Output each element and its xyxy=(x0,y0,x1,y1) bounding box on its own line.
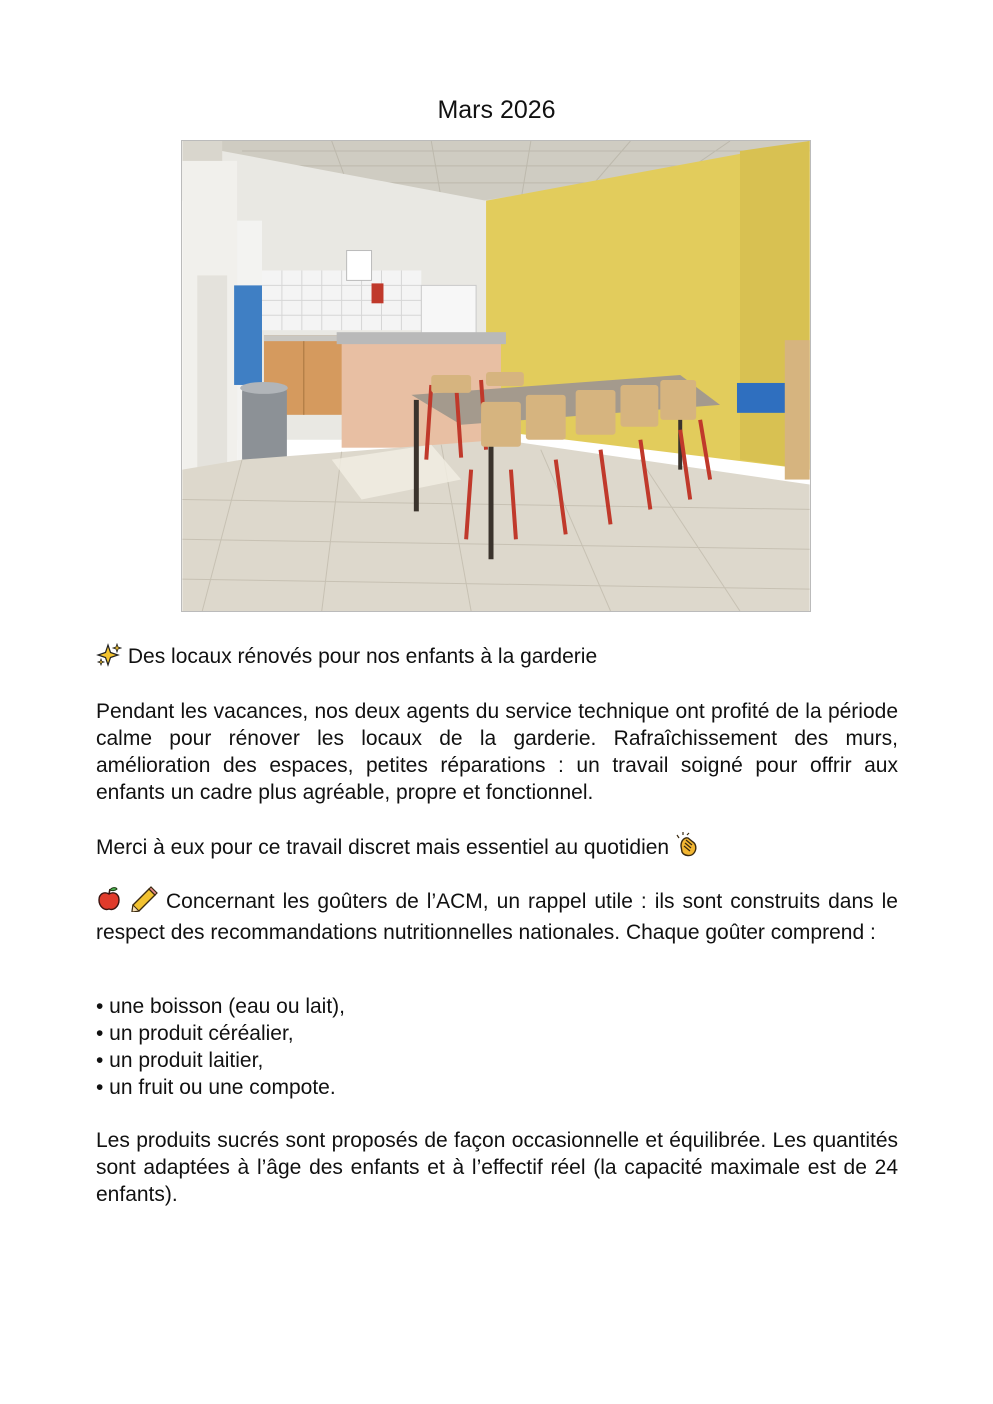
paragraph-sugar-quantities xyxy=(96,1127,898,1208)
paragraph-snacks-text: Concernant les goûters de l’ACM, un rappel utile : ils sont construits dans le respect des recommandations nutritionnelles nationales. Chaque goûter comprend : xyxy=(96,890,898,944)
snack-components-list xyxy=(96,993,898,1101)
paragraph-snacks xyxy=(96,886,898,946)
apple-icon xyxy=(96,886,122,919)
list-item: • une boisson (eau ou lait), xyxy=(96,995,346,1018)
pencil-icon xyxy=(130,886,158,919)
paragraph-renovation xyxy=(96,698,898,806)
clapping-hands-icon xyxy=(675,832,701,865)
section-heading xyxy=(96,643,898,674)
list-item: • un produit laitier, xyxy=(96,1049,264,1072)
list-item: • un fruit ou une compote. xyxy=(96,1076,336,1099)
photo-illustration xyxy=(182,141,810,611)
section-heading-text: Des locaux rénovés pour nos enfants à la garderie xyxy=(127,645,598,668)
daycare-room-photo xyxy=(181,140,811,612)
paragraph-sugar-quantities-text: Les produits sucrés sont proposés de façon occasionnelle et équilibrée. Les quantités sont adaptées à l’âge des enfants et à l’effectif réel (la capacité maximale est de 24 enfants). xyxy=(96,1129,898,1206)
paragraph-thanks xyxy=(96,832,898,865)
list-item: • un produit céréalier, xyxy=(96,1022,294,1045)
paragraph-thanks-text: Merci à eux pour ce travail discret mais essentiel au quotidien xyxy=(96,836,670,859)
paragraph-renovation-text: Pendant les vacances, nos deux agents du service technique ont profité de la période calme pour rénover les locaux de la garderie. Rafraîchissement des murs, amélioration des espaces, petites réparations : un travail soigné pour offrir aux enfants un cadre plus agréable, propre et fonctionnel. xyxy=(96,700,898,804)
sparkles-icon xyxy=(96,643,122,674)
page-date-title: Mars 2026 xyxy=(437,96,556,124)
